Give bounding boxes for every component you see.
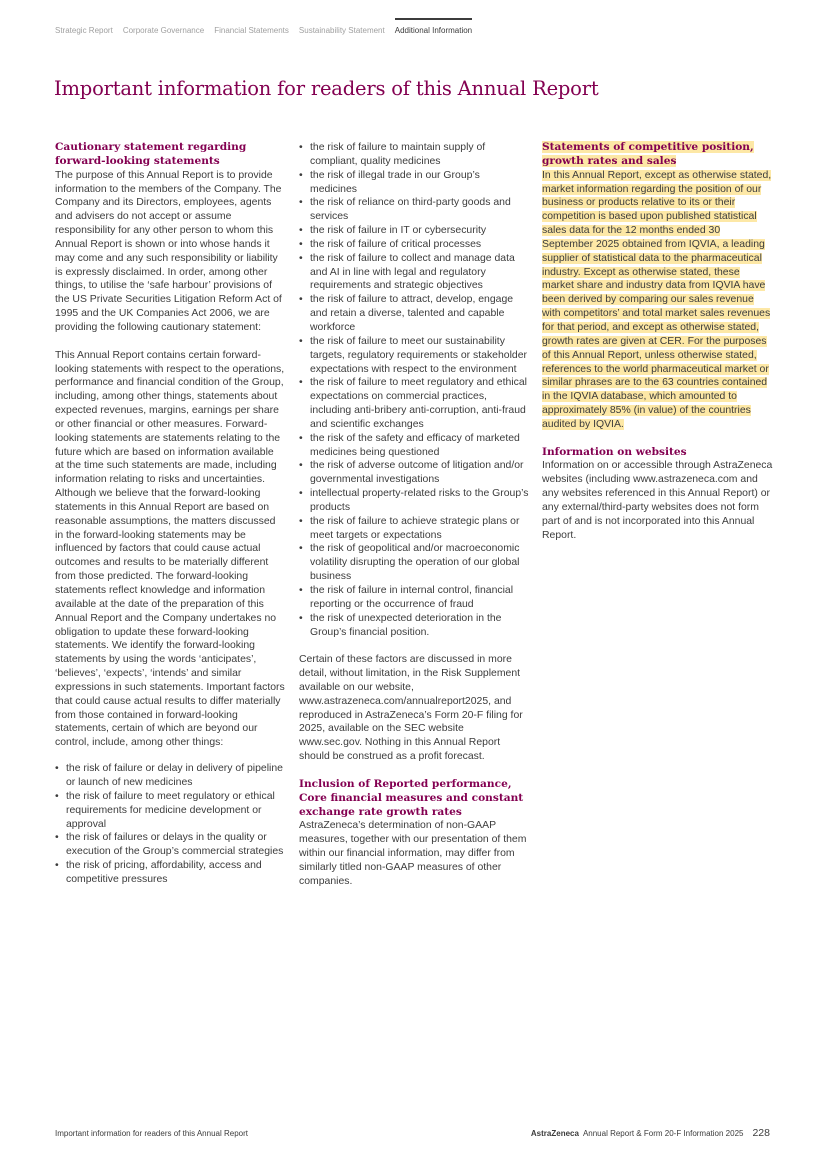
competitive-paragraph bbox=[542, 169, 774, 432]
section-nav bbox=[55, 26, 472, 35]
inclusion-paragraph: AstraZeneca’s determination of non-GAAP measures, together with our presentation of them within our financial information, may differ from similarly titled non-GAAP measures of other companies. bbox=[299, 820, 527, 887]
cautionary-paragraph-1: The purpose of this Annual Report is to provide information to the members of the Company. The Company and its Directors, employees, agents and advisers do not accept or assume responsibility for any other person to whom this Annual Report is shown or into whose hands it may come and any such responsibility or liability is expressly disclaimed. In order, among other things, to utilise the ‘safe harbour’ provisions of the US Private Securities Litigation Reform Act of 1995 and the UK Companies Act 2006, we are providing the following cautionary statement: bbox=[55, 169, 282, 333]
websites-heading: Information on websites bbox=[542, 445, 687, 458]
nav-corporate-governance[interactable]: Corporate Governance bbox=[122, 26, 205, 35]
list-item: • the risk of failure to meet regulatory or ethical requirements for medicine development or approval bbox=[55, 790, 285, 832]
footer-document-title: Annual Report & Form 20-F Information 2025 bbox=[582, 1129, 744, 1138]
nav-sustainability-statement[interactable]: Sustainability Statement bbox=[298, 26, 385, 35]
list-item: • the risk of illegal trade in our Group’s medicines bbox=[299, 169, 529, 197]
list-item: • the risk of failure to achieve strategic plans or meet targets or expectations bbox=[299, 515, 529, 543]
list-item: • intellectual property-related risks to the Group’s products bbox=[299, 487, 529, 515]
footer-brand: AstraZeneca bbox=[530, 1129, 579, 1138]
nav-financial-statements[interactable]: Financial Statements bbox=[214, 26, 289, 35]
list-item: • the risk of unexpected deterioration in the Group’s financial position. bbox=[299, 612, 529, 640]
list-item: • the risk of failure to collect and manage data and AI in line with legal and regulatory requirements and strategic objectives bbox=[299, 252, 529, 294]
list-item: • the risk of failure in IT or cybersecurity bbox=[299, 224, 529, 238]
list-item: • the risk of failure to attract, develop, engage and retain a diverse, talented and capable workforce bbox=[299, 293, 529, 335]
risk-list-2 bbox=[299, 141, 529, 639]
competitive-paragraph-text: In this Annual Report, except as otherwise stated, market information regarding the position of our business or products relative to its or their competition is based upon published statistical sales data for the 12 months ended 30 September 2025 obtained from IQVIA, a leading supplier of statistical data to the pharmaceutical industry. Except as otherwise stated, these market share and industry data from IQVIA have been derived by comparing our sales revenue with competitors’ and total market sales revenues for that period, and except as otherwise stated, growth rates are given at CER. For the purposes of this Annual Report, unless otherwise stated, references to the world pharmaceutical market or similar phrases are to the 63 countries contained in the IQVIA database, which amounted to approximately 85% (in value) of the countries audited by IQVIA. bbox=[542, 169, 772, 430]
list-item: • the risk of failures or delays in the quality or execution of the Group’s commercial strategies bbox=[55, 831, 285, 859]
page-number: 228 bbox=[752, 1127, 770, 1139]
cautionary-heading: Cautionary statement regarding forward-looking statements bbox=[55, 141, 247, 167]
list-item: • the risk of pricing, affordability, access and competitive pressures bbox=[55, 859, 285, 887]
list-item: • the risk of failure to meet our sustainability targets, regulatory requirements or stakeholder expectations with respect to the environment bbox=[299, 335, 529, 377]
inclusion-heading: Inclusion of Reported performance, Core financial measures and constant exchange rate growth rates bbox=[299, 777, 524, 818]
risk-factors-paragraph: Certain of these factors are discussed in more detail, without limitation, in the Risk Supplement available on our website, www.astrazeneca.com/annualreport2025, and reproduced in AstraZeneca’s Form 20-F filing for 2025, available on the SEC website www.sec.gov. Nothing in this Annual Report should be construed as a profit forecast. bbox=[299, 654, 523, 763]
list-item: • the risk of failure to maintain supply of compliant, quality medicines bbox=[299, 141, 529, 169]
competitive-heading-text: Statements of competitive position, growth rates and sales bbox=[542, 141, 754, 167]
column-1 bbox=[55, 141, 285, 887]
list-item: • the risk of failure or delay in delivery of pipeline or launch of new medicines bbox=[55, 762, 285, 790]
page-title: Important information for readers of this Annual Report bbox=[54, 77, 599, 100]
list-item: • the risk of failure to meet regulatory and ethical expectations on commercial practices, including anti-bribery anti-corruption, anti-fraud and scientific exchanges bbox=[299, 376, 529, 431]
websites-paragraph: Information on or accessible through AstraZeneca websites (including www.astrazeneca.com and any websites referenced in this Annual Report) or any external/third-party websites does not form part of and is not incorporated into this Annual Report. bbox=[542, 460, 773, 541]
cautionary-paragraph-2: This Annual Report contains certain forward-looking statements with respect to the operations, performance and financial condition of the Group, including, among other things, statements about expected revenues, margins, earnings per share or other financial or other measures. Forward-looking statements are statements relating to the future which are based on information available at the time such statements are made, including information relating to risks and uncertainties. Although we believe that the forward-looking statements in this Annual Report are based on reasonable assumptions, the matters discussed in the forward-looking statements may be influenced by factors that could cause actual outcomes and results to be materially different from those predicted. The forward-looking statements reflect knowledge and information available at the date of the preparation of this Annual Report and the Company undertakes no obligation to update these forward-looking statements. We identify the forward-looking statements by using the words ‘anticipates’, ‘believes’, ‘expects’, ‘intends’ and similar expressions in such statements. Important factors that could cause actual results to differ materially from those contained in forward-looking statements, certain of which are beyond our control, include, among other things: bbox=[55, 349, 285, 749]
competitive-heading bbox=[542, 141, 774, 169]
list-item: • the risk of failure in internal control, financial reporting or the occurrence of fraud bbox=[299, 584, 529, 612]
nav-strategic-report[interactable]: Strategic Report bbox=[55, 26, 113, 35]
list-item: • the risk of geopolitical and/or macroeconomic volatility disrupting the operation of our global business bbox=[299, 542, 529, 584]
footer-section-title: Important information for readers of this Annual Report bbox=[55, 1129, 248, 1138]
list-item: • the risk of reliance on third-party goods and services bbox=[299, 196, 529, 224]
list-item: • the risk of failure of critical processes bbox=[299, 238, 529, 252]
nav-additional-information[interactable]: Additional Information bbox=[394, 26, 473, 35]
risk-list-1 bbox=[55, 762, 285, 887]
list-item: • the risk of the safety and efficacy of marketed medicines being questioned bbox=[299, 432, 529, 460]
column-3 bbox=[542, 141, 774, 542]
column-2 bbox=[299, 141, 529, 889]
list-item: • the risk of adverse outcome of litigation and/or governmental investigations bbox=[299, 459, 529, 487]
footer-document-info bbox=[531, 1127, 770, 1139]
